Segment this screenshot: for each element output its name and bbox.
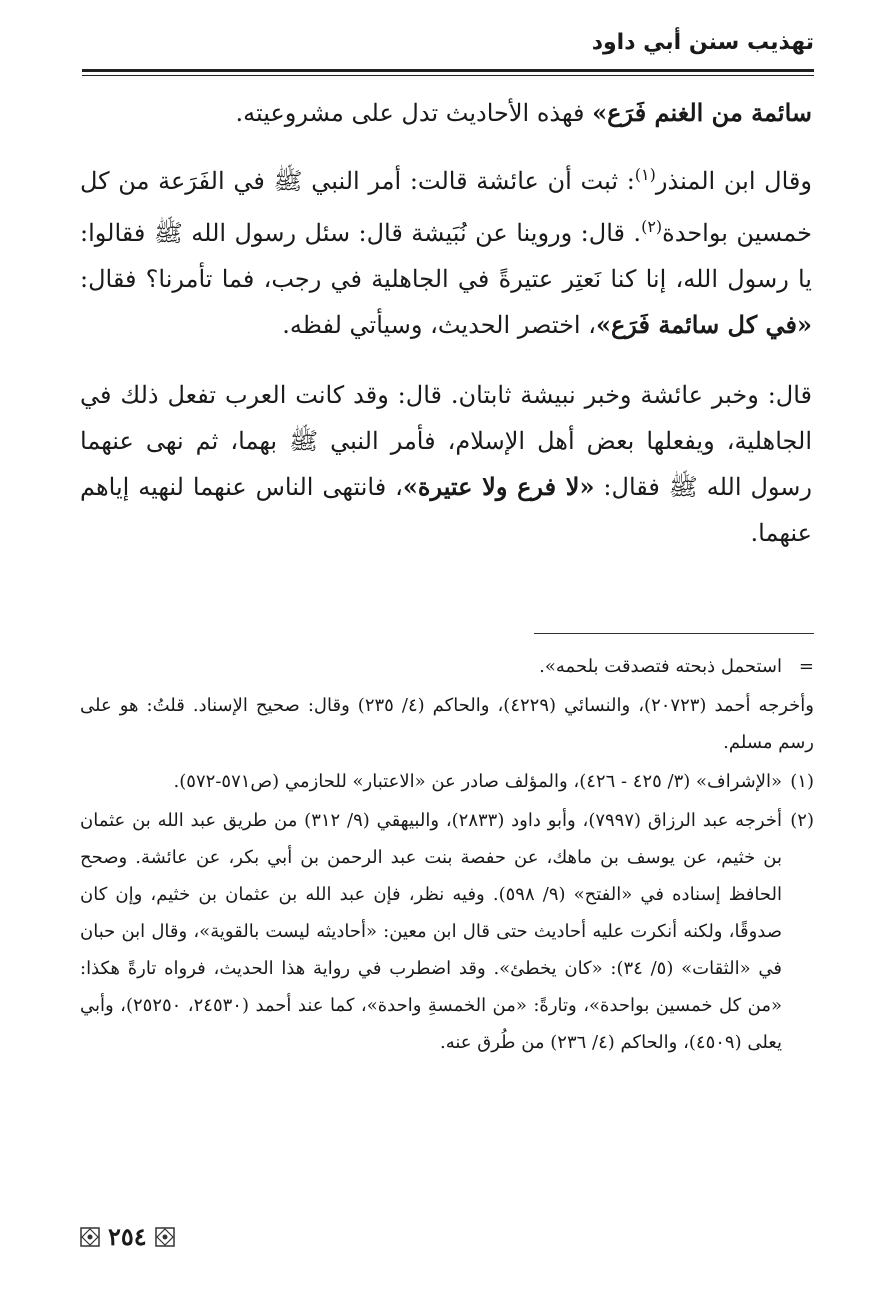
paragraph-1 bbox=[80, 90, 812, 136]
page-number: ٢٥٤ bbox=[108, 1222, 147, 1251]
footnote-continuation-2 bbox=[80, 687, 814, 761]
paragraph-1-text: فهذه الأحاديث تدل على مشروعيته. bbox=[235, 99, 593, 127]
paragraph-3-bold-quote: «لا فرع ولا عتيرة» bbox=[402, 472, 595, 501]
ornament-left-icon bbox=[80, 1227, 100, 1247]
paragraph-2-text-c: . قال: وروينا عن نُبَيشة قال: سئل رسول الله ﷺ فقالوا: يا رسول الله، إنا كنا نَعتِر عتيرةً في الجاهلية في رجب، فما تأمرنا؟ فقال: bbox=[80, 219, 812, 293]
footnote-1-text: «الإشراف» (٣/ ٤٢٥ - ٤٢٦)، والمؤلف صادر عن «الاعتبار» للحازمي (ص٥٧١-٥٧٢). bbox=[173, 771, 782, 792]
footnote-ref-1[interactable]: (١) bbox=[634, 165, 656, 184]
paragraph-2-text-d: ، اختصر الحديث، وسيأتي لفظه. bbox=[282, 311, 596, 339]
paragraph-2-text-a: وقال ابن المنذر bbox=[655, 167, 812, 195]
footnote-1-number: (١) bbox=[790, 771, 814, 792]
paragraph-2-text-b: : ثبت أن عائشة قالت: أمر النبي ﷺ في الفَرَعة من كل خمسين بواحدة bbox=[80, 167, 812, 247]
paragraph-2 bbox=[80, 152, 812, 348]
running-header-title: تهذيب سنن أبي داود bbox=[591, 30, 814, 55]
footnote-continuation bbox=[80, 648, 814, 685]
paragraph-3-text-a: قال: وخبر عائشة وخبر نبيشة ثابتان. قال: وقد كانت العرب تفعل ذلك في الجاهلية، ويفعلها بعض أهل الإسلام، فأمر النبي ﷺ بهما، ثم نهى عنهما رسول الله ﷺ فقال: bbox=[80, 381, 813, 501]
paragraph-3-text-b: ، فانتهى الناس عنهما لنهيه إياهم عنهما. bbox=[80, 473, 812, 547]
ornament-right-icon bbox=[155, 1227, 175, 1247]
page-number-block bbox=[80, 1222, 175, 1251]
paragraph-2-bold-quote: «في كل سائمة فَرَع» bbox=[595, 310, 812, 339]
header-rule-thick bbox=[82, 69, 814, 72]
footnote-separator bbox=[534, 633, 814, 634]
footnote-2-text: أخرجه عبد الرزاق (٧٩٩٧)، وأبو داود (٢٨٣٣)، والبيهقي (٩/ ٣١٢) من طريق عبد الله بن عثمان بن خثيم، عن يوسف بن ماهك، عن حفصة بنت عبد الرحمن بن أبي بكر، عن عائشة. وصحح الحافظ إسناده في «الفتح» (٩/ ٥٩٨). وفيه نظر، فإن عبد الله بن عثمان بن خثيم، وإن كان صدوقًا، ولكنه أنكرت عليه أحاديث حتى قال ابن معين: «أحاديثه ليست بالقوية»، وقال ابن حبان في «الثقات» (٥/ ٣٤): «كان يخطئ». وقد اضطرب في رواية هذا الحديث، فرواه تارةً هكذا: «من كل خمسين بواحدة»، وتارةً: «من الخمسةِ واحدة»، كما عند أحمد (٢٤٥٣٠، ٢٥٢٥٠)، وأبي يعلى (٤٥٠٩)، والحاكم (٤/ ٢٣٦) من طُرق عنه. bbox=[80, 810, 783, 1053]
footnotes-section bbox=[80, 648, 814, 1063]
footnote-ref-2[interactable]: (٢) bbox=[641, 217, 663, 236]
header-rule-thin bbox=[82, 75, 814, 76]
paragraph-3 bbox=[80, 372, 812, 556]
continuation-text-2: وأخرجه أحمد (٢٠٧٢٣)، والنسائي (٤٢٢٩)، والحاكم (٤/ ٢٣٥) وقال: صحيح الإسناد. قلتُ: هو على رسم مسلم. bbox=[80, 695, 814, 753]
footnote-1 bbox=[80, 763, 814, 800]
paragraph-1-bold-lead: سائمة من الغنم فَرَع» bbox=[592, 98, 812, 127]
footnote-2-number: (٢) bbox=[790, 810, 814, 831]
continuation-text: استحمل ذبحته فتصدقت بلحمه». bbox=[539, 656, 782, 677]
continuation-marker: = bbox=[798, 656, 814, 677]
footnote-2 bbox=[80, 802, 814, 1061]
